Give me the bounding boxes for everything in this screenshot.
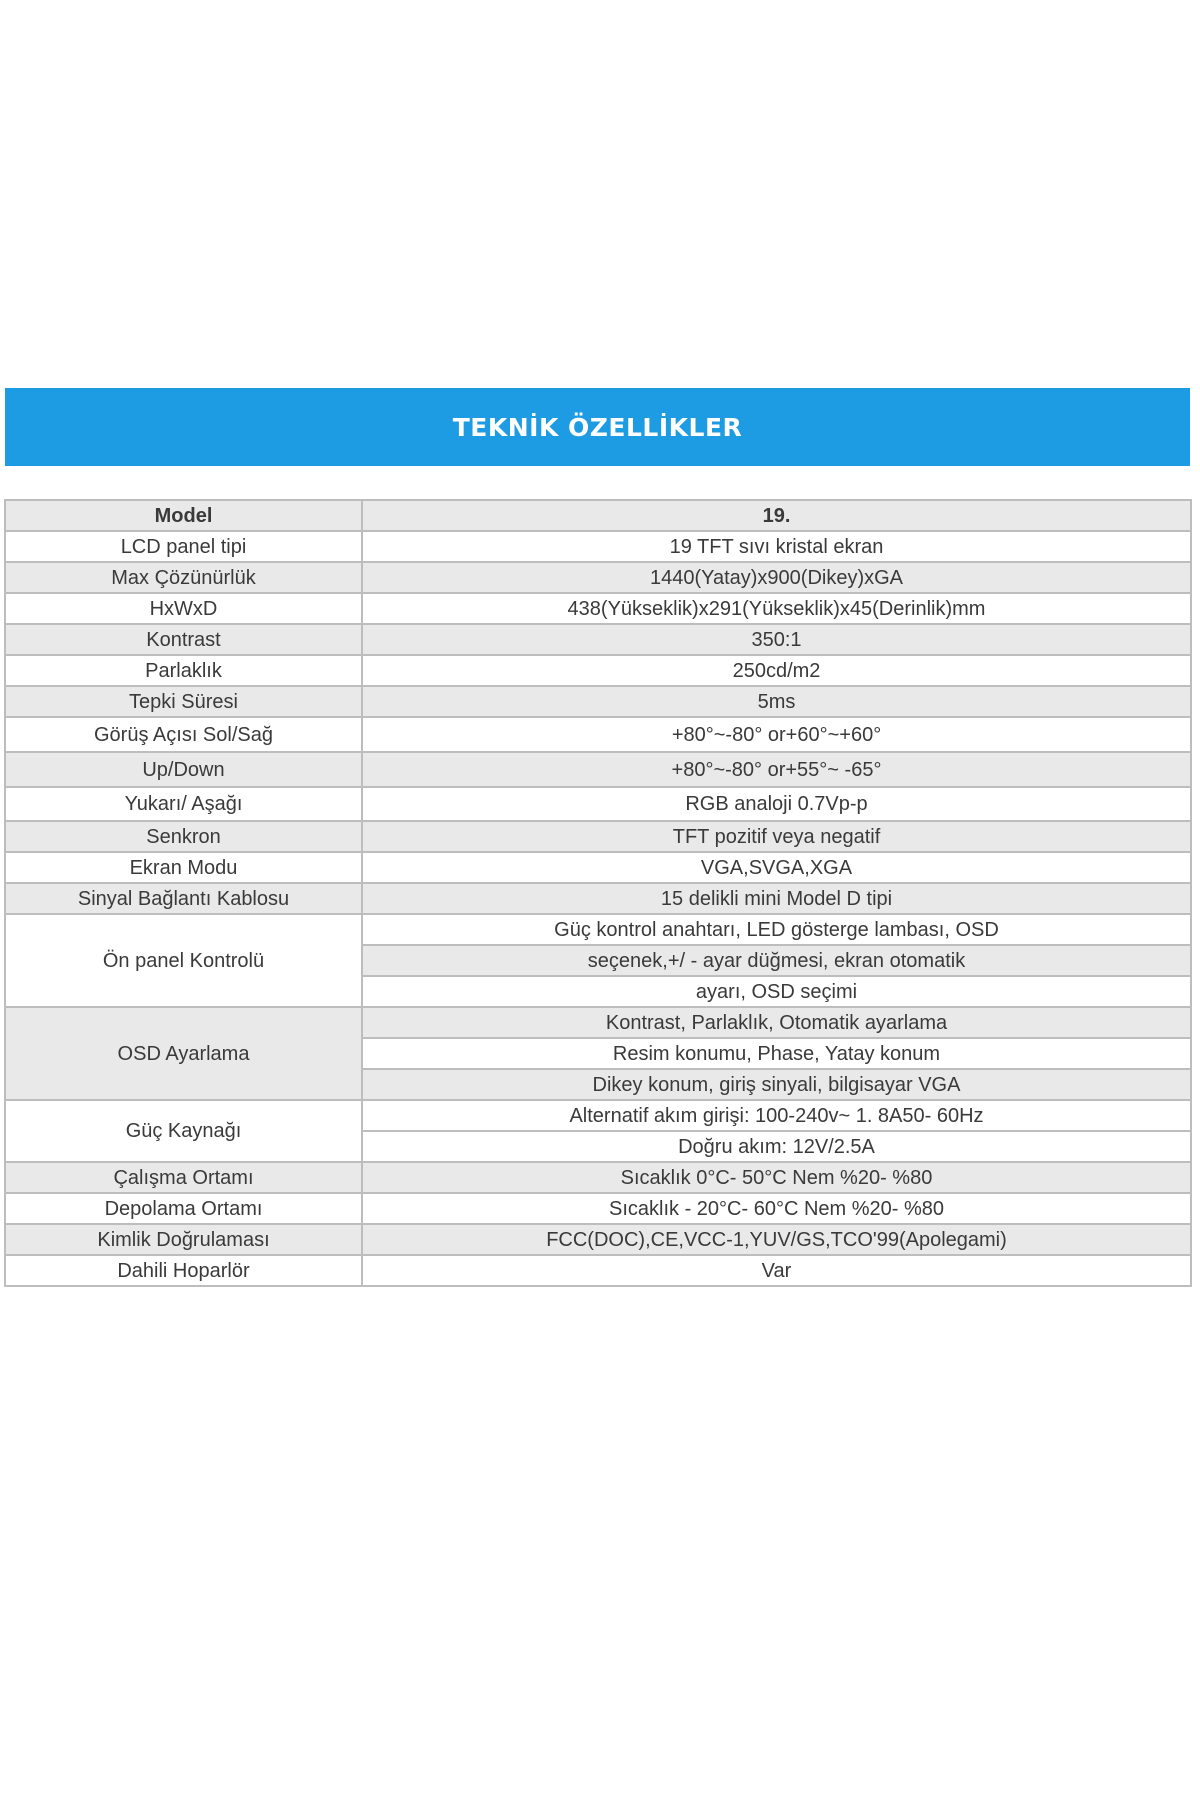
- row-label: OSD Ayarlama: [5, 1007, 362, 1100]
- row-label: Senkron: [5, 821, 362, 852]
- row-value: Alternatif akım girişi: 100-240v~ 1. 8A50- 60Hz: [362, 1100, 1191, 1131]
- table-row: [5, 1100, 1191, 1131]
- row-value: 19 TFT sıvı kristal ekran: [362, 531, 1191, 562]
- table-row: [5, 717, 1191, 752]
- table-row: [5, 821, 1191, 852]
- row-label: Kimlik Doğrulaması: [5, 1224, 362, 1255]
- row-label: Parlaklık: [5, 655, 362, 686]
- row-value: Sıcaklık 0°C- 50°C Nem %20- %80: [362, 1162, 1191, 1193]
- table-row: [5, 1193, 1191, 1224]
- row-value: +80°~-80° or+60°~+60°: [362, 717, 1191, 752]
- header-banner: [5, 388, 1190, 466]
- table-row: [5, 914, 1191, 945]
- row-label: Up/Down: [5, 752, 362, 787]
- table-row: [5, 562, 1191, 593]
- table-row: [5, 686, 1191, 717]
- row-value: 350:1: [362, 624, 1191, 655]
- row-label: Tepki Süresi: [5, 686, 362, 717]
- table-row: [5, 593, 1191, 624]
- row-value: Kontrast, Parlaklık, Otomatik ayarlama: [362, 1007, 1191, 1038]
- table-row: [5, 883, 1191, 914]
- row-value: FCC(DOC),CE,VCC-1,YUV/GS,TCO'99(Apolegami): [362, 1224, 1191, 1255]
- row-value: Var: [362, 1255, 1191, 1286]
- table-row: [5, 752, 1191, 787]
- row-value: seçenek,+/ - ayar düğmesi, ekran otomatik: [362, 945, 1191, 976]
- row-value: 5ms: [362, 686, 1191, 717]
- row-label: Güç Kaynağı: [5, 1100, 362, 1162]
- spec-table: [4, 499, 1192, 1287]
- table-row: [5, 531, 1191, 562]
- row-value: 1440(Yatay)x900(Dikey)xGA: [362, 562, 1191, 593]
- row-value: VGA,SVGA,XGA: [362, 852, 1191, 883]
- row-label: Depolama Ortamı: [5, 1193, 362, 1224]
- row-label: Ekran Modu: [5, 852, 362, 883]
- row-label: Yukarı/ Aşağı: [5, 787, 362, 821]
- row-value: Resim konumu, Phase, Yatay konum: [362, 1038, 1191, 1069]
- row-label: Çalışma Ortamı: [5, 1162, 362, 1193]
- row-value: TFT pozitif veya negatif: [362, 821, 1191, 852]
- table-row: [5, 1224, 1191, 1255]
- page-title: TEKNİK ÖZELLİKLER: [452, 412, 743, 442]
- row-value: ayarı, OSD seçimi: [362, 976, 1191, 1007]
- row-label: LCD panel tipi: [5, 531, 362, 562]
- table-row: [5, 1255, 1191, 1286]
- row-value: RGB analoji 0.7Vp-p: [362, 787, 1191, 821]
- row-label: Ön panel Kontrolü: [5, 914, 362, 1007]
- row-label: Görüş Açısı Sol/Sağ: [5, 717, 362, 752]
- table-row: [5, 655, 1191, 686]
- table-row: [5, 1007, 1191, 1038]
- row-label: HxWxD: [5, 593, 362, 624]
- row-label: Max Çözünürlük: [5, 562, 362, 593]
- row-label: Kontrast: [5, 624, 362, 655]
- row-value: Doğru akım: 12V/2.5A: [362, 1131, 1191, 1162]
- row-label: Sinyal Bağlantı Kablosu: [5, 883, 362, 914]
- row-value: Dikey konum, giriş sinyali, bilgisayar VGA: [362, 1069, 1191, 1100]
- row-value: 15 delikli mini Model D tipi: [362, 883, 1191, 914]
- row-value: Sıcaklık - 20°C- 60°C Nem %20- %80: [362, 1193, 1191, 1224]
- row-label: Dahili Hoparlör: [5, 1255, 362, 1286]
- table-row: [5, 624, 1191, 655]
- table-row: [5, 1162, 1191, 1193]
- row-value: +80°~-80° or+55°~ -65°: [362, 752, 1191, 787]
- row-value: 250cd/m2: [362, 655, 1191, 686]
- row-value: 438(Yükseklik)x291(Yükseklik)x45(Derinlik)mm: [362, 593, 1191, 624]
- row-value: Güç kontrol anahtarı, LED gösterge lambası, OSD: [362, 914, 1191, 945]
- table-row: [5, 787, 1191, 821]
- table-row: [5, 500, 1191, 531]
- row-label: Model: [5, 500, 362, 531]
- table-row: [5, 852, 1191, 883]
- row-value: 19.: [362, 500, 1191, 531]
